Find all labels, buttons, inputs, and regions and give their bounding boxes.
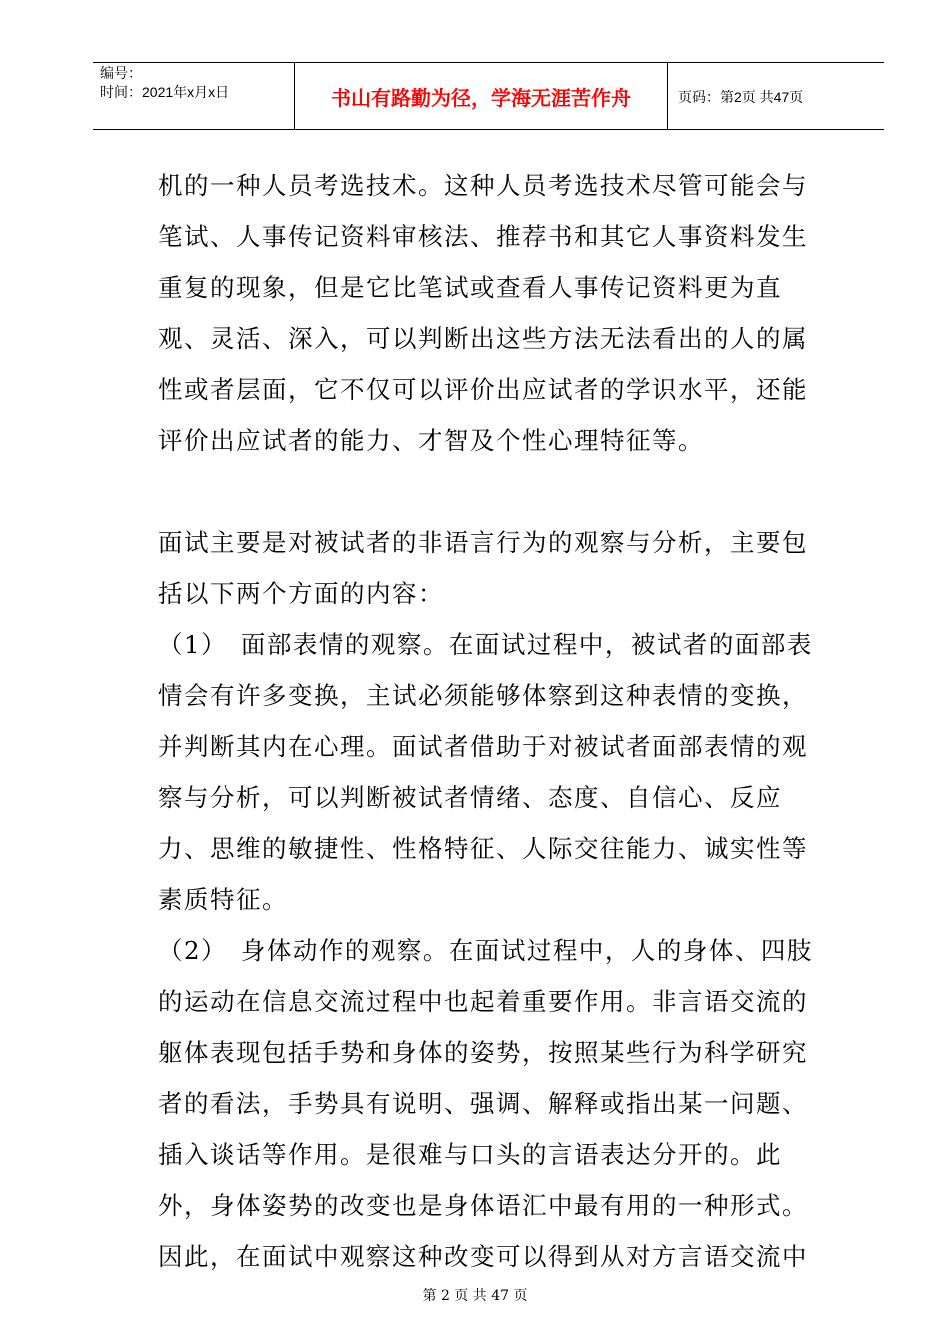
paragraph-spacer bbox=[158, 466, 822, 517]
header-top-rule bbox=[93, 62, 884, 63]
header-time-label: 时间：2021年x月x日 bbox=[100, 84, 230, 100]
header-motto: 书山有路勤为径，学海无涯苦作舟 bbox=[331, 86, 631, 110]
list-item-facial-expression: （1） 面部表情的观察。在面试过程中，被试者的面部表情会有许多变换，主试必须能够体察到这种表情的变换，并判断其内在心理。面试者借助于对被试者面部表情的观察与分析，可以判断被试者情绪、态度、自信心、反应力、思维的敏捷性、性格特征、人际交往能力、诚实性等素质特征。 bbox=[158, 630, 813, 914]
header-divider-right bbox=[667, 62, 668, 129]
document-body bbox=[158, 160, 822, 1282]
list-item-body-movement: （2） 身体动作的观察。在面试过程中，人的身体、四肢的运动在信息交流过程中也起着重要作用。非言语交流的躯体表现包括手势和身体的姿势，按照某些行为科学研究者的看法，手势具有说明、强调、解释或指出某一问题、插入谈话等作用。是很难与口头的言语表达分开的。此外，身体姿势的改变也是身体语汇中最有用的一种形式。因此，在面试中观察这种改变可以得到从对方言语交流中 bbox=[158, 936, 813, 1271]
paragraph-interview-observation: 面试主要是对被试者的非语言行为的观察与分析，主要包括以下两个方面的内容： bbox=[158, 528, 808, 608]
header-page-info: 页码：第2页 共47页 bbox=[678, 89, 804, 105]
header-meta bbox=[100, 64, 229, 102]
header-bottom-rule bbox=[93, 129, 884, 130]
header-number-label: 编号： bbox=[100, 65, 142, 81]
paragraph-intro-continuation: 机的一种人员考选技术。这种人员考选技术尽管可能会与笔试、人事传记资料审核法、推荐书和其它人事资料发生重复的现象，但是它比笔试或查看人事传记资料更为直观、灵活、深入，可以判断出这些方法无法看出的人的属性或者层面，它不仅可以评价出应试者的学识水平，还能评价出应试者的能力、才智及个性心理特征等。 bbox=[158, 171, 808, 455]
page-footer: 第 2 页 共 47 页 bbox=[422, 1288, 528, 1304]
